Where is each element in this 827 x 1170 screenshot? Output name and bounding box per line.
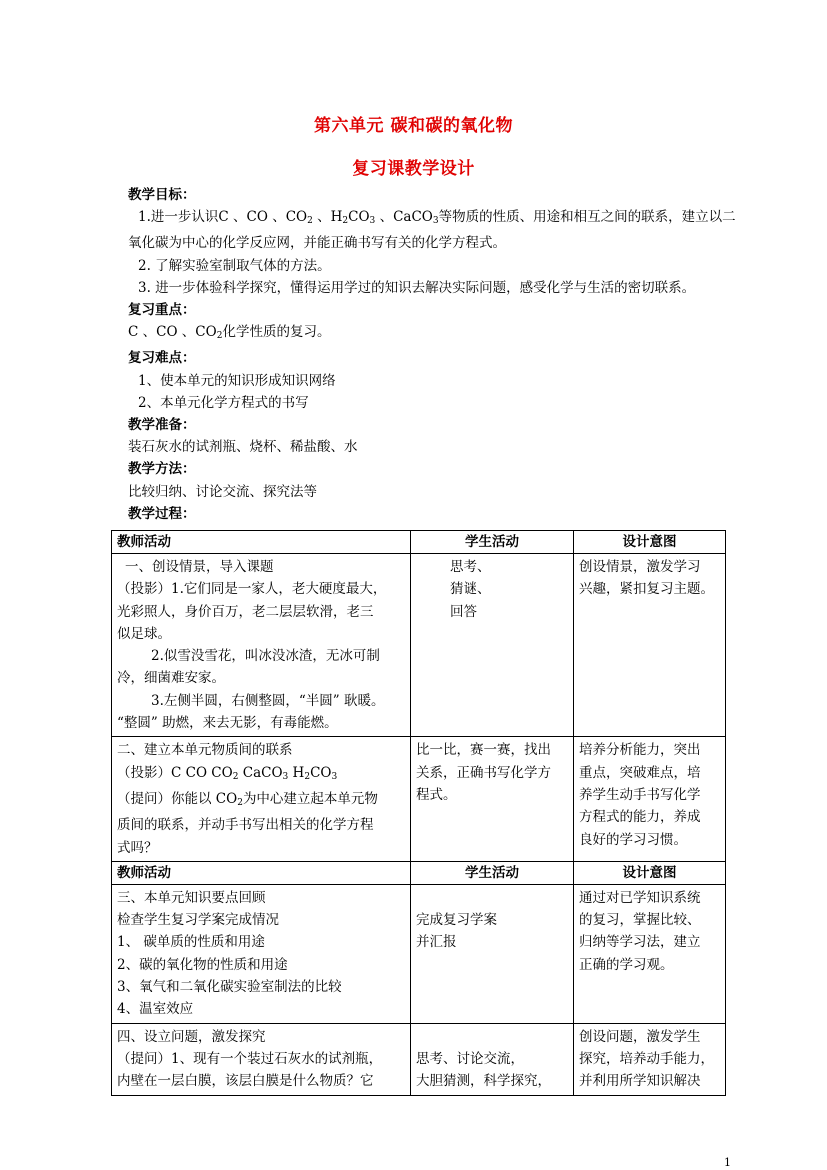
student-activity-cell xyxy=(411,1023,574,1095)
cell-line: 大胆猜测，科学探究， xyxy=(416,1073,551,1090)
cell-line: 1、 碳单质的性质和用途 xyxy=(117,934,265,951)
goal-3: 3. 进一步体验科学探究，懂得运用学过的知识去解决实际问题，感受化学与生活的密切联系。 xyxy=(138,279,696,296)
goal-1-continued: 氧化碳为中心的化学反应网，并能正确书写有关的化学方程式。 xyxy=(128,235,506,252)
difficulties-heading: 复习难点： xyxy=(128,350,196,367)
cell-line: 二、建立本单元物质间的联系 xyxy=(117,742,293,759)
cell-line: 方程式的能力，养成 xyxy=(579,809,701,826)
design-intent-cell xyxy=(574,884,726,1023)
cell-line: 良好的学习习惯。 xyxy=(579,831,687,848)
header-teacher-activity: 教师活动 xyxy=(112,861,411,884)
cell-line: 2.似雪没雪花，叫冰没冰渣，无冰可制 xyxy=(151,648,380,665)
header-design-intent: 设计意图 xyxy=(574,531,726,554)
cell-line: （投影）C CO $CO_2$ CaCO$_3$ $H_2CO_3$ xyxy=(117,764,338,782)
teacher-activity-cell xyxy=(112,884,411,1023)
goals-heading: 教学目标： xyxy=(128,187,196,203)
cell-line: 三、本单元知识要点回顾 xyxy=(117,889,266,906)
header-student-activity: 学生活动 xyxy=(411,861,574,884)
methods-heading: 教学方法： xyxy=(128,461,196,478)
cell-line: 2、碳的氧化物的性质和用途 xyxy=(117,956,288,973)
cell-line: 并利用所学知识解决 xyxy=(579,1073,701,1090)
cell-line: 回答 xyxy=(450,603,477,620)
cell-line: “整圆” 助燃，来去无影，有毒能燃。 xyxy=(117,715,338,732)
cell-line: 3.左侧半圆，右侧整圆，“半圆” 耿暖。 xyxy=(151,692,385,709)
table-row xyxy=(112,737,726,861)
header-design-intent: 设计意图 xyxy=(574,861,726,884)
design-intent-cell xyxy=(574,737,726,861)
difficulty-2: 2、本单元化学方程式的书写 xyxy=(138,394,309,411)
teacher-activity-cell xyxy=(112,554,411,737)
cell-line: 四、设立问题，激发探究 xyxy=(117,1028,266,1045)
document-title: 第六单元 碳和碳的氧化物 xyxy=(314,116,513,136)
student-activity-cell xyxy=(411,884,574,1023)
cell-line: 程式。 xyxy=(416,786,457,803)
cell-line: 培养分析能力，突出 xyxy=(579,742,701,759)
teacher-activity-cell xyxy=(112,737,411,861)
cell-line: 创设问题，激发学生 xyxy=(579,1028,701,1045)
cell-line: 完成复习学案 xyxy=(416,912,497,929)
cell-line: 通过对已学知识系统 xyxy=(579,889,701,906)
design-intent-cell xyxy=(574,1023,726,1095)
lesson-overview xyxy=(128,184,738,525)
cell-line: 一、创设情景，导入课题 xyxy=(125,559,274,575)
cell-line: 3、氧气和二氧化碳实验室制法的比较 xyxy=(117,979,342,996)
header-teacher-activity: 教师活动 xyxy=(112,531,411,554)
teacher-activity-cell xyxy=(112,1023,411,1095)
cell-line: 探究，培养动手能力， xyxy=(579,1050,714,1067)
design-intent-cell xyxy=(574,554,726,737)
cell-line: 兴趣，紧扣复习主题。 xyxy=(579,581,714,598)
cell-line: （提问）1、现有一个装过石灰水的试剂瓶， xyxy=(117,1050,383,1067)
cell-line: 关系，正确书写化学方 xyxy=(416,764,551,781)
document-subtitle: 复习课教学设计 xyxy=(352,159,475,179)
cell-line: 检查学生复习学案完成情况 xyxy=(117,912,279,929)
table-header-row xyxy=(112,861,726,884)
cell-line: 光彩照人，身价百万，老二层层软滑，老三 xyxy=(117,603,374,620)
cell-line: （投影）1.它们同是一家人，老大硬度最大， xyxy=(117,581,387,598)
cell-line: 冷，细菌难安家。 xyxy=(117,670,225,687)
methods: 比较归纳、讨论交流、探究法等 xyxy=(128,483,317,500)
table-row xyxy=(112,884,726,1023)
cell-line: 似足球。 xyxy=(117,625,171,642)
cell-line: （提问）你能以 $CO_2$为中心建立起本单元物 xyxy=(117,790,378,808)
table-row xyxy=(112,1023,726,1095)
cell-line: 质间的联系，并动手书写出相关的化学方程 xyxy=(117,817,374,834)
cell-line: 归纳等学习法，建立 xyxy=(579,934,701,951)
cell-line: 内壁在一层白膜，该层白膜是什么物质？它 xyxy=(117,1073,374,1090)
cell-line: 4、温室效应 xyxy=(117,1001,194,1018)
process-heading: 教学过程： xyxy=(128,505,196,522)
cell-line: 创设情景，激发学习 xyxy=(579,559,701,575)
key-points-heading: 复习重点： xyxy=(128,302,196,319)
cell-line: 养学生动手书写化学 xyxy=(579,786,701,803)
preparation: 装石灰水的试剂瓶、烧杯、稀盐酸、水 xyxy=(128,439,358,456)
goal-2: 2. 了解实验室制取气体的方法。 xyxy=(138,257,331,274)
cell-line: 猜谜、 xyxy=(450,581,491,598)
student-activity-cell xyxy=(411,554,574,737)
table-row xyxy=(112,554,726,737)
difficulty-1: 1、使本单元的知识形成知识网络 xyxy=(138,372,336,389)
key-points: C 、CO 、$CO_2$化学性质的复习。 xyxy=(128,324,331,342)
cell-line: 重点，突破难点，培 xyxy=(579,764,701,781)
cell-line: 思考、讨论交流， xyxy=(416,1050,524,1067)
lesson-process-table xyxy=(111,530,726,1096)
cell-line: 正确的学习观。 xyxy=(579,956,674,973)
cell-line: 比一比，赛一赛，找出 xyxy=(416,742,551,759)
table-header-row xyxy=(112,531,726,554)
cell-line: 式吗？ xyxy=(117,839,158,856)
goal-1: 1.进一步认识C 、CO 、$CO_2$ 、$H_2CO_3$ 、CaCO$_3$等物质的性质、用途和相互之间的联系，建立以二 xyxy=(138,209,736,227)
cell-line: 思考、 xyxy=(450,559,491,575)
preparation-heading: 教学准备： xyxy=(128,417,196,434)
cell-line: 并汇报 xyxy=(416,934,457,951)
student-activity-cell xyxy=(411,737,574,861)
header-student-activity: 学生活动 xyxy=(411,531,574,554)
page-number: 1 xyxy=(724,1156,731,1169)
cell-line: 的复习，掌握比较、 xyxy=(579,912,701,929)
